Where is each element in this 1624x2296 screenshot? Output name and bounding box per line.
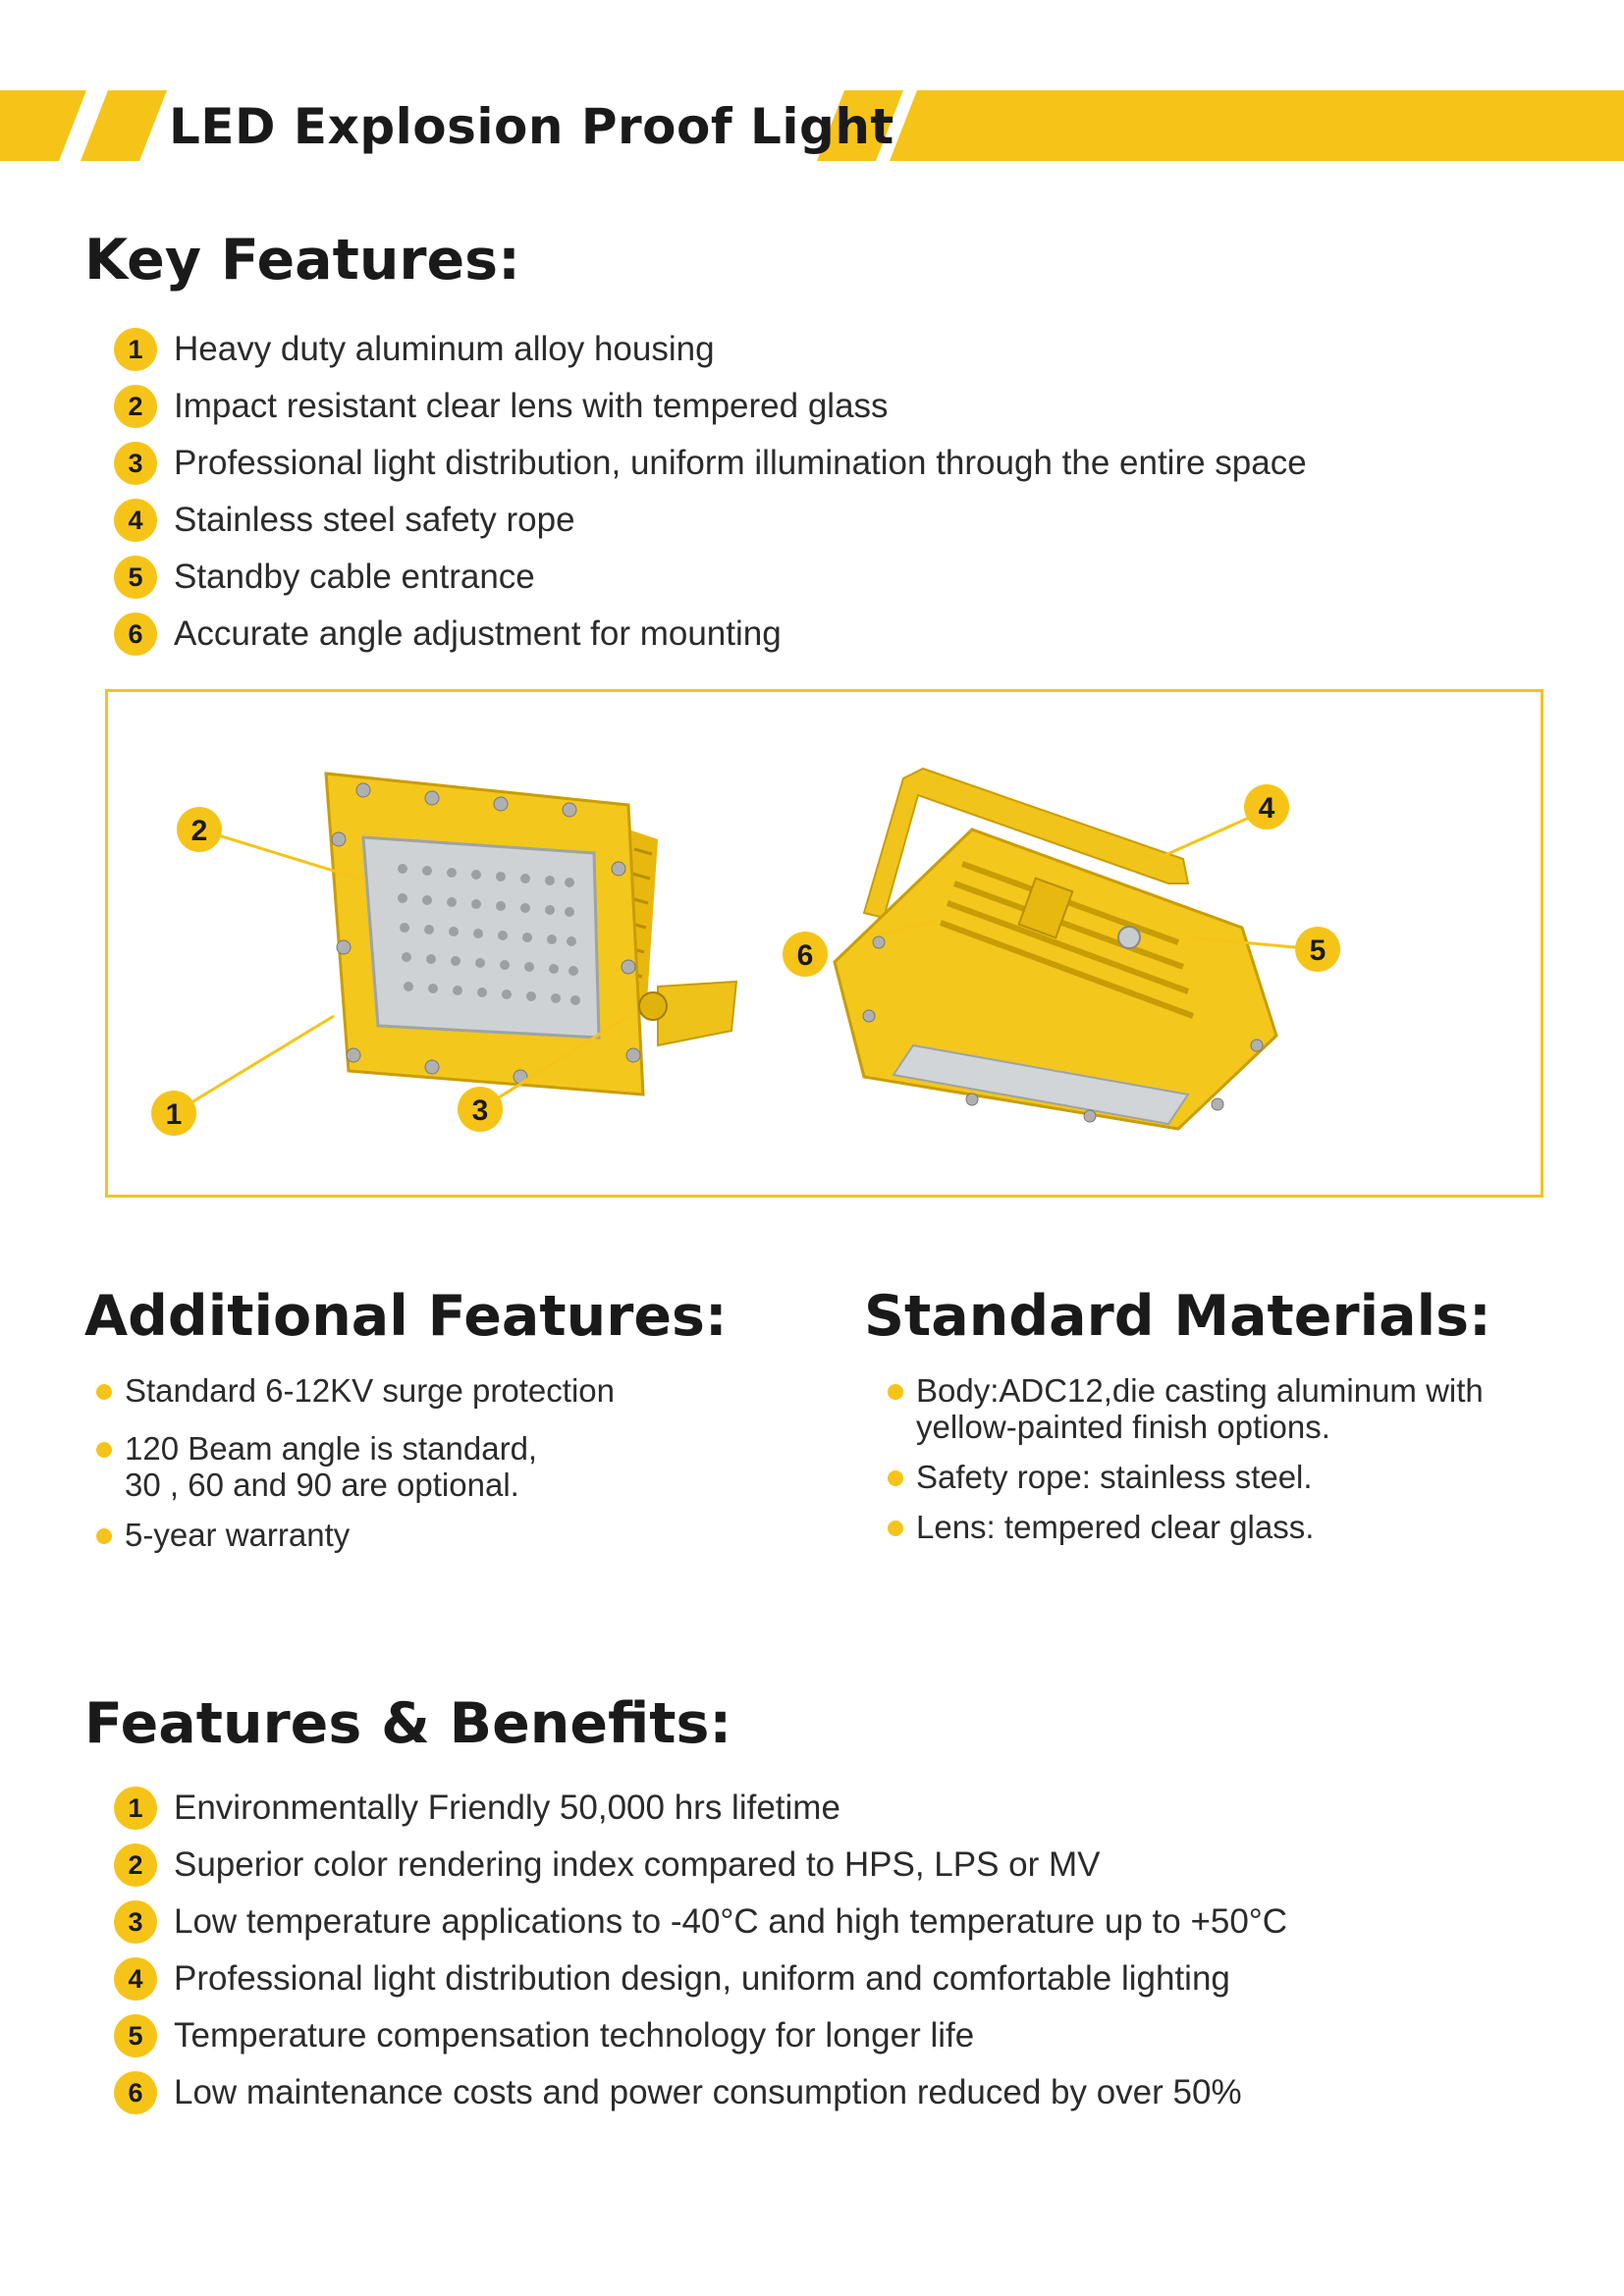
additional-features-list (96, 1372, 784, 1567)
number-badge: 5 (114, 556, 157, 599)
callout-6-label: 6 (796, 939, 814, 972)
list-item-text: Impact resistant clear lens with tempered glass (174, 387, 889, 425)
list-item-text: yellow-painted finish options. (916, 1409, 1330, 1445)
list-item (114, 1780, 1287, 1837)
list-item (114, 435, 1307, 492)
number-badge: 3 (114, 442, 157, 485)
list-item (888, 1372, 1575, 1445)
callout-6 (783, 932, 828, 977)
list-item (114, 549, 1307, 606)
bullet-icon (888, 1384, 903, 1400)
additional-features-heading: Additional Features: (84, 1284, 728, 1349)
number-badge: 3 (114, 1900, 157, 1944)
list-item-text: Standard 6-12KV surge protection (125, 1372, 615, 1409)
callout-4 (1244, 784, 1289, 829)
callout-5 (1295, 927, 1340, 972)
list-item (114, 1837, 1287, 1894)
list-item-text: Superior color rendering index compared to HPS, LPS or MV (174, 1845, 1101, 1884)
number-badge: 6 (114, 2071, 157, 2114)
list-item-text: Environmentally Friendly 50,000 hrs lifetime (174, 1789, 840, 1827)
list-item-text: Low temperature applications to -40°C and high temperature up to +50°C (174, 1902, 1288, 1941)
page-title: LED Explosion Proof Light (169, 98, 894, 155)
number-badge: 4 (114, 1957, 157, 2001)
number-badge: 5 (114, 2014, 157, 2057)
number-badge: 1 (114, 328, 157, 371)
list-item-text: Stainless steel safety rope (174, 501, 575, 539)
features-benefits-heading: Features & Benefits: (84, 1691, 732, 1756)
list-item (114, 1894, 1287, 1950)
list-item (888, 1509, 1575, 1545)
list-item-text: Lens: tempered clear glass. (916, 1509, 1315, 1545)
list-item (114, 2007, 1287, 2064)
list-item (888, 1459, 1575, 1495)
callout-3-label: 3 (471, 1095, 489, 1127)
number-badge: 2 (114, 1843, 157, 1887)
list-item-text: 30 , 60 and 90 are optional. (125, 1467, 519, 1503)
features-benefits-list (114, 1780, 1287, 2121)
product-illustration (108, 692, 1541, 1195)
list-item-text: Body:ADC12,die casting aluminum with (916, 1372, 1484, 1409)
list-item (114, 492, 1307, 549)
list-item (114, 378, 1307, 435)
list-item-text: Low maintenance costs and power consumption reduced by over 50% (174, 2073, 1242, 2111)
key-features-list (114, 321, 1307, 663)
list-item (114, 321, 1307, 378)
list-item (96, 1372, 784, 1409)
list-item (96, 1517, 784, 1553)
number-badge: 6 (114, 613, 157, 656)
product-image-panel (105, 689, 1543, 1198)
list-item-text: Standby cable entrance (174, 558, 535, 596)
number-badge: 2 (114, 385, 157, 428)
list-item-text: 120 Beam angle is standard, (125, 1430, 538, 1467)
list-item (114, 2064, 1287, 2121)
list-item-text: 5-year warranty (125, 1517, 351, 1553)
list-item-text: Professional light distribution design, uniform and comfortable lighting (174, 1959, 1230, 1998)
standard-materials-heading: Standard Materials: (864, 1284, 1491, 1349)
list-item-text: Heavy duty aluminum alloy housing (174, 330, 715, 368)
callout-1 (151, 1091, 196, 1136)
fixture-rear-image (835, 769, 1316, 1129)
list-item-text: Safety rope: stainless steel. (916, 1459, 1313, 1495)
callout-3 (458, 1087, 503, 1132)
list-item-text: Professional light distribution, uniform illumination through the entire space (174, 444, 1307, 482)
bullet-icon (888, 1521, 903, 1536)
callout-1-label: 1 (165, 1098, 183, 1131)
list-item-text: Accurate angle adjustment for mounting (174, 614, 782, 653)
callout-2-label: 2 (190, 815, 208, 847)
number-badge: 4 (114, 499, 157, 542)
callout-5-label: 5 (1309, 934, 1326, 967)
bullet-icon (888, 1470, 903, 1486)
callout-2 (177, 807, 222, 852)
list-item (114, 606, 1307, 663)
callout-4-label: 4 (1258, 792, 1275, 825)
fixture-front-image (174, 774, 736, 1113)
list-item-text: Temperature compensation technology for longer life (174, 2016, 975, 2055)
list-item (96, 1430, 784, 1503)
key-features-heading: Key Features: (84, 228, 520, 293)
bullet-icon (96, 1384, 112, 1400)
number-badge: 1 (114, 1787, 157, 1830)
list-item (114, 1950, 1287, 2007)
standard-materials-list (888, 1372, 1575, 1559)
bullet-icon (96, 1442, 112, 1458)
bullet-icon (96, 1528, 112, 1544)
